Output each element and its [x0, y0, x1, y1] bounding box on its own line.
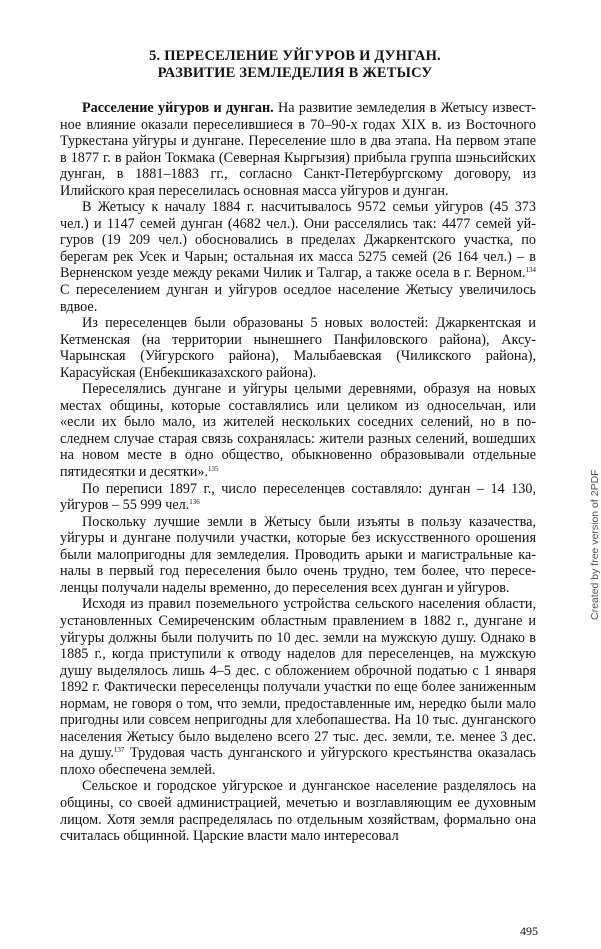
- watermark-text: Created by free version of 2PDF: [589, 469, 601, 620]
- paragraph-7: [60, 596, 536, 778]
- paragraph-text: Исходя из правил поземельного устройства сельского населения области, установленных Семиреченским областным правлением в 1882 г., дунгане и уйгуры должны были получить по 10 дес. земли на мужскую душу. Однако в 1885 г., когда приступили к отводу наделов для переселенцев, на мужскую душу выделялось лишь 4–5 дес. с обложением оброчной податью с 1 января 1892 г. Фактически переселенцы получали участки по еще более заниженным нормам, не говоря о том, что земли, предоставленные им, нередко были мало пригодны или совсем непригодны для хлебопашества. На 10 тыс. дунганского населения Жетысу было выделено всего 27 тыс. дес. земли, т.е. менее 3 дес. на душу.: [60, 596, 536, 762]
- body-text: [60, 100, 536, 845]
- footnote-ref: 135: [208, 465, 219, 474]
- paragraph-6: [60, 514, 536, 597]
- paragraph-4: [60, 381, 536, 480]
- watermark-side-note: [578, 200, 601, 620]
- footnote-ref: 137: [113, 746, 125, 755]
- paragraph-text: Переселялись дунгане и уйгуры целыми деревнями, образуя на новых местах общины, которые составлялись или целиком из односельчан, или «если их было мало, из жителей нескольких соседних селений, но в последнем случае старая связь сохранялась: жители разных селений, вошедших на новом месте в одно общество, обыкновенно образовывали отдельные пятидесятки и десятки».: [60, 381, 536, 481]
- paragraph-text: Трудовая часть дунганского и уйгурского крестьянства оказалась плохо обеспечена землей.: [60, 745, 536, 778]
- paragraph-3: [60, 315, 536, 381]
- heading-line-2: РАЗВИТИЕ ЗЕМЛЕДЕЛИЯ В ЖЕТЫСУ: [157, 65, 433, 81]
- footnote-ref: 136: [189, 498, 200, 507]
- paragraph-text: Поскольку лучшие земли в Жетысу были изъяты в пользу казачества, уйгуры и дунгане получили участки, которые без искусственного орошения были малопригодны для земледелия. Проводить арыки и магистральные каналы в первый год переселения было очень трудно, тем более, что переселенцы получали наделы временно, до переселения всех дунган и уйгуров.: [60, 513, 536, 596]
- paragraph-lead: Расселение уйгуров и дунган.: [82, 100, 274, 116]
- page-number: 495: [520, 924, 538, 938]
- paragraph-8: [60, 778, 536, 844]
- paragraph-text: С переселением дунган и уйгуров оседлое население Жетысу увеличилось вдвое.: [60, 282, 536, 315]
- heading-line-1: 5. ПЕРЕСЕЛЕНИЕ УЙГУРОВ И ДУНГАН.: [149, 48, 441, 64]
- paragraph-2: [60, 199, 536, 315]
- paragraph-text: Сельское и городское уйгурское и дунганское население разделялось на общины, со своей администрацией, мечетью и возглавляющим ее духовным лицом. Хотя земля распределялась по отдельным хозяйствам, формально она считалась общинной. Царские власти мало интересовал: [60, 778, 536, 845]
- paragraph-1: [60, 100, 536, 199]
- paragraph-text: В Жетысу к началу 1884 г. насчитывалось 9572 семьи уйгуров (45 373 чел.) и 1147 семей дунган (4682 чел.). Они расселялись так: 4477 семей уйгуров (19 209 чел.) обосновались в пределах Джаркентского участка, по берегам рек Усек и Чарын; остальная их масса 5275 семей (26 164 чел.) – в Верненском уезде между реками Чилик и Талгар, а также осела в г. Верном.: [60, 199, 536, 282]
- paragraph-text: Из переселенцев были образованы 5 новых волостей: Джаркентская и Кетменская (на территории нынешнего Панфиловского района), Аксу-Чарынская (Уйгурского района), Малыбаевская (Чиликского района), Карасуйская (Енбекшиказахского района).: [60, 315, 536, 381]
- section-heading: [60, 48, 530, 82]
- paragraph-5: [60, 481, 536, 514]
- paragraph-text: По переписи 1897 г., число переселенцев составляло: дунган – 14 130, уйгуров – 55 999 чел.: [60, 480, 536, 514]
- paragraph-text: На развитие земледелия в Жетысу известное влияние оказали переселившиеся в 70–90-х годах XIX в. из Восточного Туркестана уйгуры и дунгане. Переселение шло в два этапа. На первом этапе в 1877 г. в район Токмака (Северная Кыргызия) прибыла группа шэньсийских дунган, в 1881–1883 гг., согласно Санкт-Петербургскому договору, из Илийского края переселилась основная масса уйгуров и дунган.: [60, 100, 537, 199]
- footnote-ref: 134: [525, 266, 536, 275]
